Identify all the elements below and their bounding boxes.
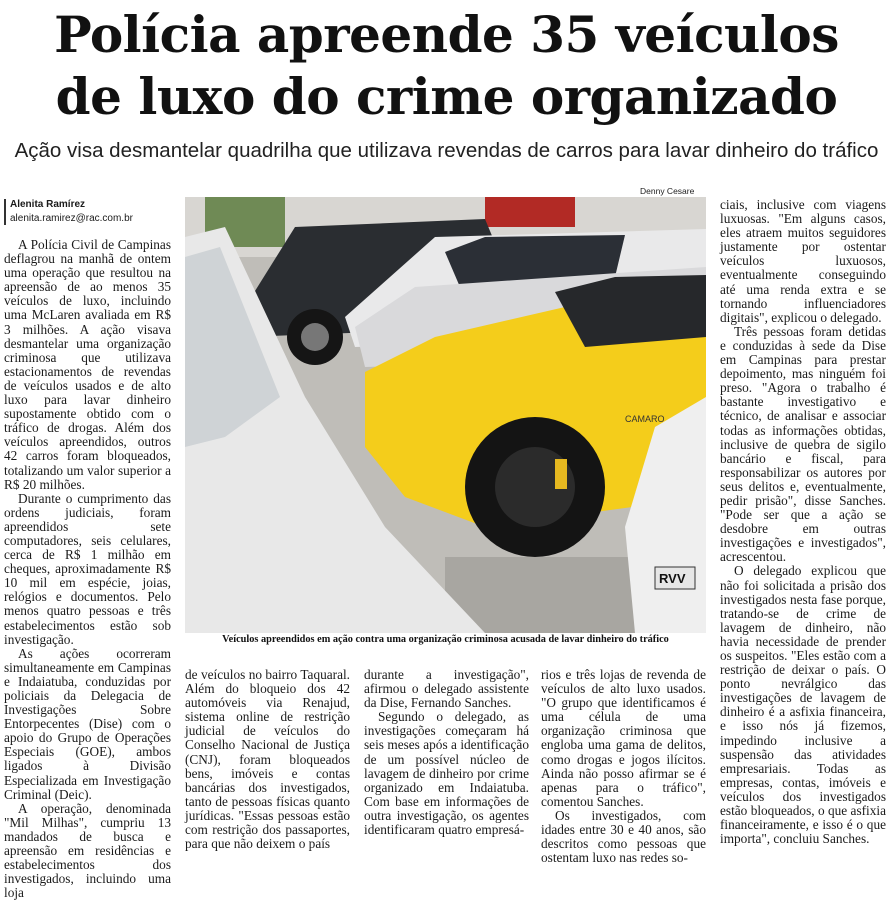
paragraph: Durante o cumprimento das ordens judiciais, foram apreendidos sete computadores, seis celulares, cerca de R$ 1 milhão em cheques, aproximadamente R$ 10 mil em espécie, joias, relógios e documentos. Pelo menos quatro pessoas e três estabelecimentos estão sob investigação. [4, 490, 171, 647]
headline-line-1: Polícia apreende 35 veículos [54, 5, 839, 64]
article-column-1 [4, 238, 171, 900]
license-plate: RVV [659, 571, 686, 586]
red-wall [485, 197, 575, 227]
paragraph: A Polícia Civil de Campinas deflagrou na manhã de ontem uma operação que resultou na apreensão de ao menos 35 veículos de luxo, incluindo uma McLaren avaliada em R$ 3 milhões. A ação visava desmantelar uma organização criminosa que utilizava estacionamentos de revendas de veículos usados e de alto luxo para lavar dinheiro supostamente obtido com o tráfico de drogas. Além dos veículos apreendidos, outros 42 carros foram bloqueados, totalizando um valor superior a R$ 20 milhões. [4, 237, 171, 492]
article-column-5 [720, 198, 886, 846]
paragraph: Segundo o delegado, as investigações começaram há seis meses após a identificação de um possível núcleo de lavagem de dinheiro por crime organizado em Indaiatuba. Com base em informações de outra investigação, os agentes identificaram quatro empresá- [364, 709, 529, 838]
headline-line-2: de luxo do crime organizado [55, 67, 838, 126]
paragraph: A operação, denominada "Mil Milhas", cumpriu 13 mandados de busca e apreensão em residências e estabelecimentos dos investigados, incluindo uma loja [4, 800, 171, 900]
article-column-2 [185, 668, 350, 851]
headline [0, 0, 893, 128]
byline-rule [4, 199, 6, 225]
byline [4, 198, 133, 226]
photo-caption: Veículos apreendidos em ação contra uma organização criminosa acusada de lavar dinheiro do tráfico [222, 634, 669, 645]
seized-cars-photo [185, 197, 706, 633]
paragraph: de veículos no bairro Taquaral. Além do bloqueio dos 42 automóveis via Renajud, sistema online de restrição judicial de veículos do Conselho Nacional de Justiça (CNJ), foram bloqueados bens, imóveis e contas bancárias dos investigados, tanto de pessoas físicas quanto jurídicas. "Essas pessoas estão com restrição dos passaportes, para que não deixem o país [185, 667, 350, 852]
paragraph: ciais, inclusive com viagens luxuosas. "Em alguns casos, eles atraem muitos seguidores justamente por ostentar veículos luxuosos, eventualmente conseguindo até uma renda extra e se tornando influenciadores digitais", explicou o delegado. [720, 197, 886, 325]
subheadline: Ação visa desmantelar quadrilha que utilizava revendas de carros para lavar dinheiro do tráfico [14, 139, 879, 162]
paragraph: durante a investigação", afirmou o delegado assistente da Dise, Fernando Sanches. [364, 667, 529, 711]
paragraph: rios e três lojas de revenda de veículos de alto luxo usados. "O grupo que identificamos é uma célula de uma organização criminosa que engloba uma gama de delitos, como drogas e jogos ilícitos. Ainda não posso afirmar se é apenas para o tráfico", comentou Sanches. [541, 667, 706, 809]
paragraph: As ações ocorreram simultaneamente em Campinas e Indaiatuba, conduzidas por policiais da Delegacia de Investigações Sobre Entorpecentes (Dise) com o apoio do Grupo de Operações Especiais (GOE), ambos ligados à Divisão Especializada em Investigação Criminal (Deic). [4, 645, 171, 802]
author-name: Alenita Ramírez [10, 199, 86, 210]
car-badge: CAMARO [625, 414, 665, 424]
paragraph: Os investigados, com idades entre 30 e 40 anos, são descritos como pessoas que ostentam luxo nas redes so- [541, 807, 706, 866]
author-email[interactable]: alenita.ramirez@rac.com.br [10, 213, 133, 224]
photo-credit: Denny Cesare [640, 186, 695, 196]
article-column-4 [541, 668, 706, 865]
paragraph: O delegado explicou que não foi solicitada a prisão dos investigados nesta fase porque, tratando-se de crime de lavagem de dinheiro, não havia necessidade de prender os suspeitos. "Eles estão com a restrição de deixar o país. O ponto nevrálgico das investigações de lavagem de dinheiro é a asfixia financeira, e isso nós já fizemos, impedindo inclusive a suspensão das atividades empresariais. Todas as empresas, contas, imóveis e veículos dos investigados estão bloqueados, o que asfixia financeiramente, e isso é o que importa", concluiu Sanches. [720, 563, 886, 847]
news-photo [185, 197, 706, 633]
article-column-3 [364, 668, 529, 837]
paragraph: Três pessoas foram detidas e conduzidas à sede da Dise em Campinas para prestar depoimento, mas ninguém foi preso. "Agora o trabalho é bastante investigativo e técnico, de analisar e associar todas as informações obtidas, inclusive de quebra de sigilo bancário e fiscal, para responsabilizar os autores por seus delitos e, eventualmente, pedir prisão", disse Sanches. "Pode ser que a ação se desdobre em outras investigações e investigados", acrescentou. [720, 323, 886, 565]
